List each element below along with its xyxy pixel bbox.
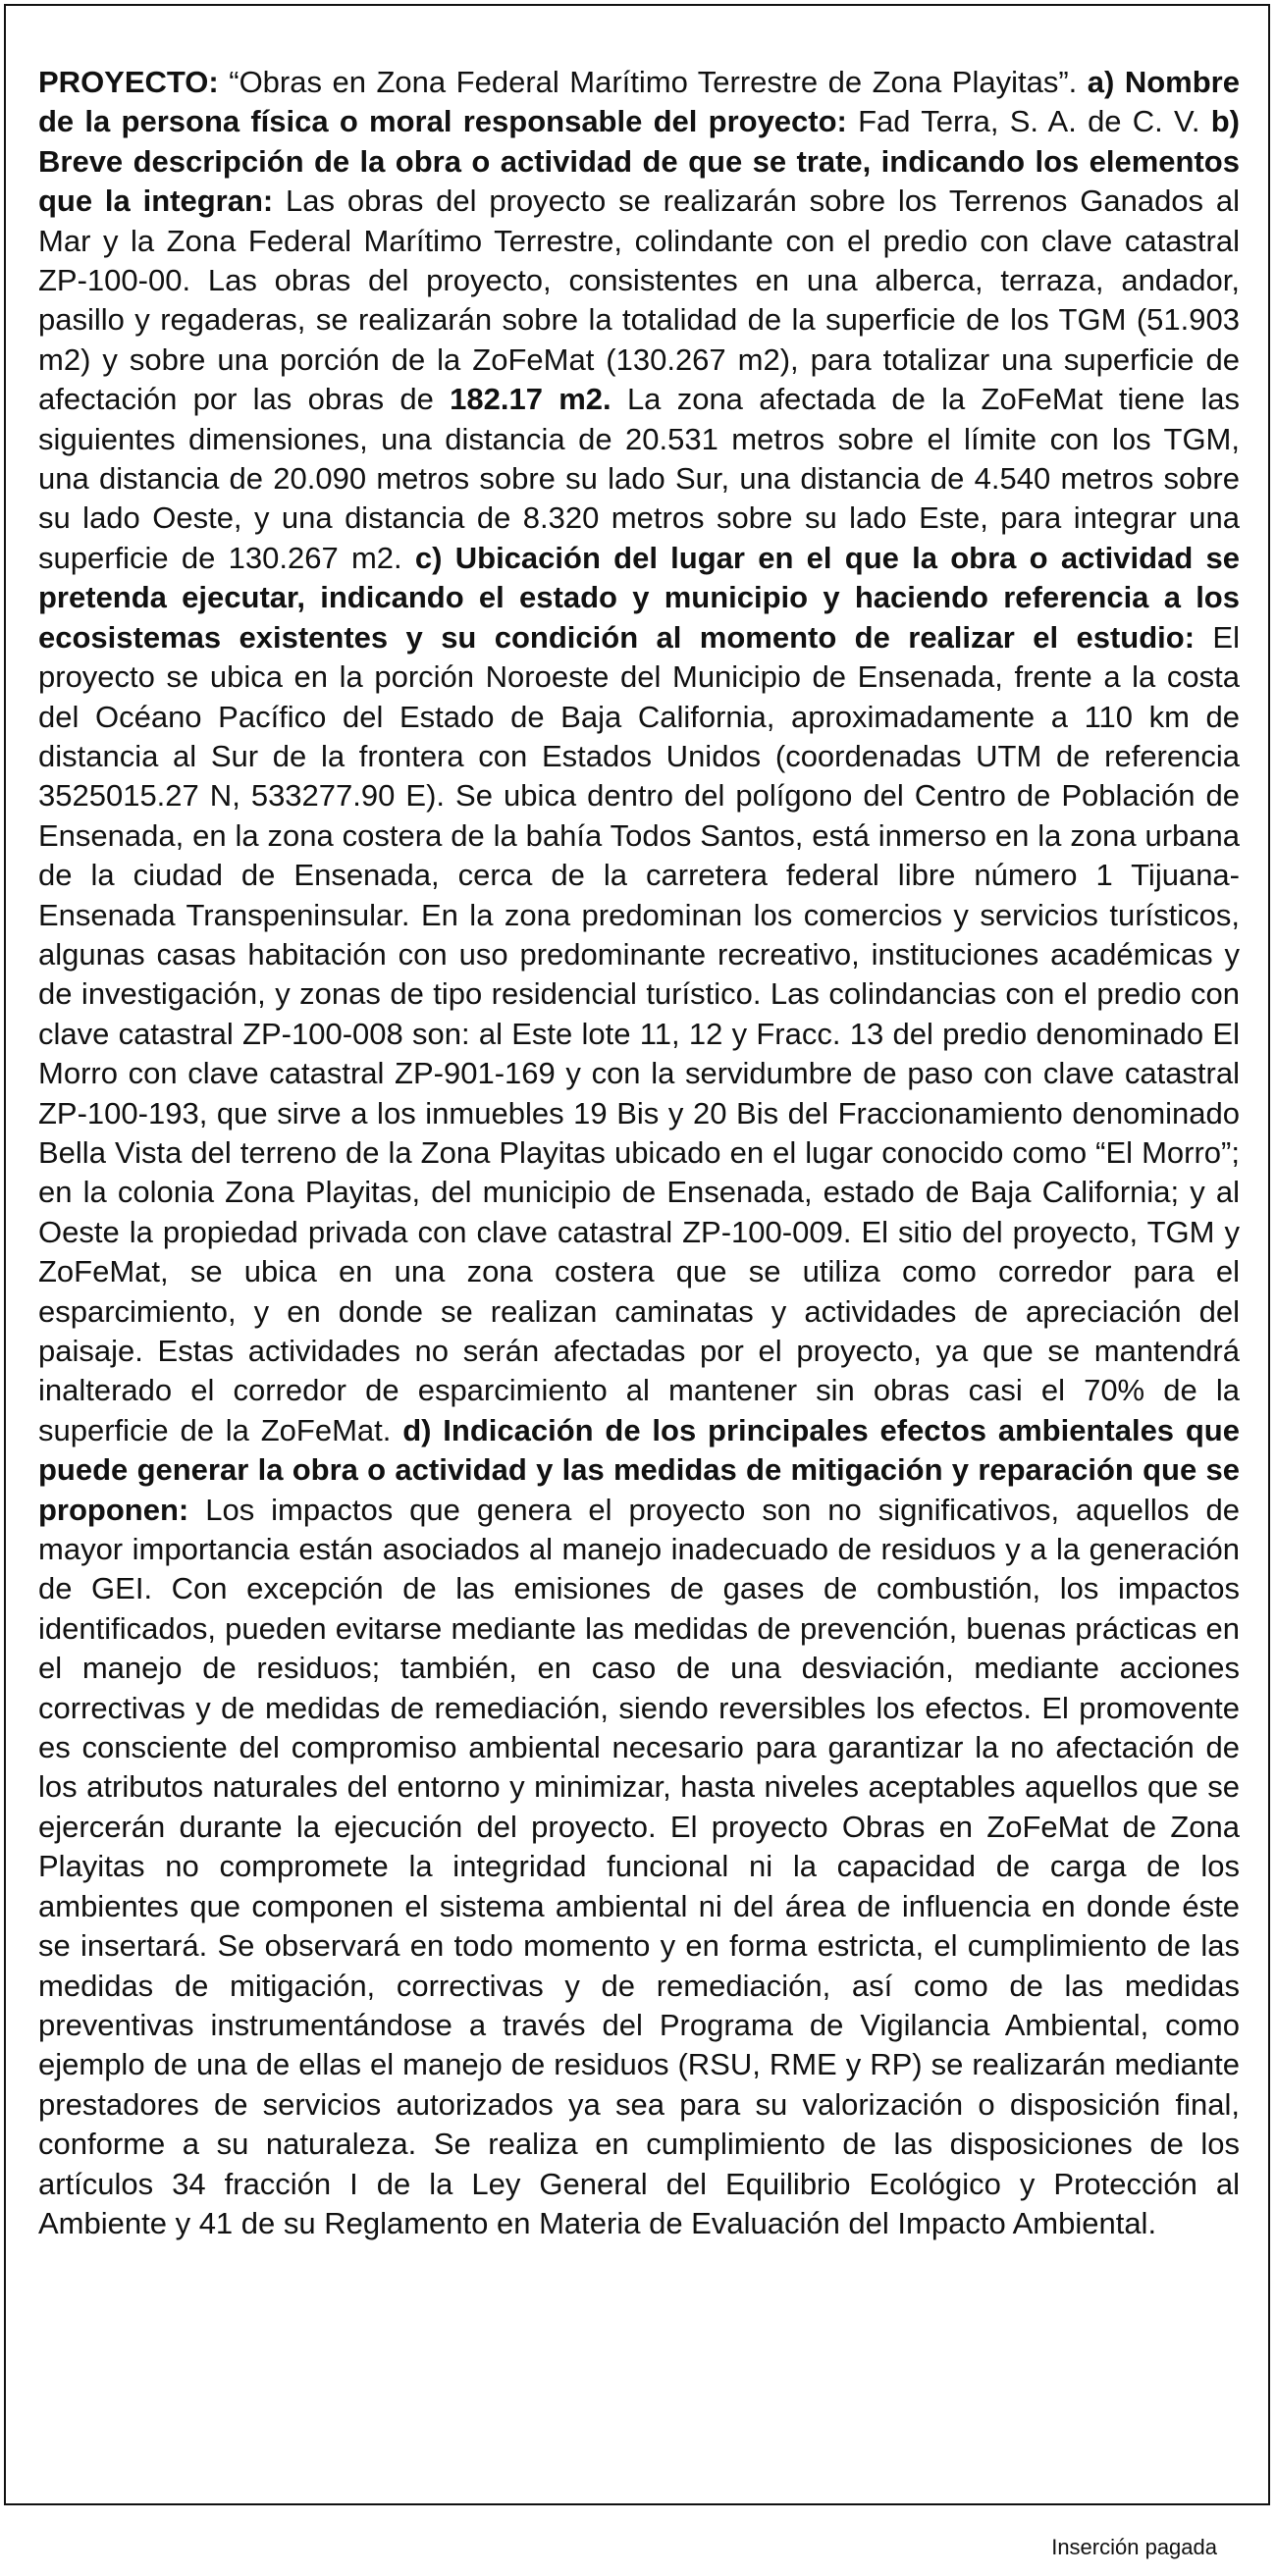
project-label: PROYECTO: bbox=[38, 65, 219, 99]
section-a-heading: a) Nombre de la persona física o moral responsable del proyecto: bbox=[38, 65, 1240, 139]
notice-body bbox=[38, 63, 1240, 2243]
project-title: “Obras en Zona Federal Marítimo Terrestre de Zona Playitas”. bbox=[218, 65, 1088, 99]
section-d-heading: d) Indicación de los principales efectos ambientales que puede generar la obra o actividad y las medidas de mitigación y reparación que se proponen: bbox=[38, 1412, 1240, 1527]
paid-insertion-label: Inserción pagada bbox=[1051, 2535, 1217, 2559]
section-b-text-continued: La zona afectada de la ZoFeMat tiene las siguientes dimensiones, una distancia de 20.531 metros sobre el límite con los TGM, una distancia de 20.090 metros sobre su lado Sur, una distancia de 4.540 metros sobre su lado Oeste, y una distancia de 8.320 metros sobre su lado Este, para integrar una superficie de 130.267 m2. bbox=[38, 382, 1240, 575]
section-d-text: Los impactos que genera el proyecto son no significativos, aquellos de mayor importancia están asociados al manejo inadecuado de residuos y a la generación de GEI. Con excepción de las emisiones de gases de combustión, los impactos identificados, pueden evitarse mediante las medidas de prevención, buenas prácticas en el manejo de residuos; también, en caso de una desviación, mediante acciones correctivas y de medidas de remediación, siendo reversibles los efectos. El promovente es consciente del compromiso ambiental necesario para garantizar la no afectación de los atributos naturales del entorno y minimizar, hasta niveles aceptables aquellos que se ejercerán durante la ejecución del proyecto. El proyecto Obras en ZoFeMat de Zona Playitas no compromete la integridad funcional ni la capacidad de carga de los ambientes que componen el sistema ambiental ni del área de influencia en donde éste se insertará. Se observará en todo momento y en forma estricta, el cumplimiento de las medidas de mitigación, correctivas y de remediación, así como de las medidas preventivas instrumentándose a través del Programa de Vigilancia Ambiental, como ejemplo de una de ellas el manejo de residuos (RSU, RME y RP) se realizarán mediante prestadores de servicios autorizados ya sea para su valorización o disposición final, conforme a su naturaleza. Se realiza en cumplimiento de las disposiciones de los artículos 34 fracción I de la Ley General del Equilibrio Ecológico y Protección al Ambiente y 41 de su Reglamento en Materia de Evaluación del Impacto Ambiental. bbox=[38, 1492, 1240, 2240]
section-c-text: El proyecto se ubica en la porción Noroeste del Municipio de Ensenada, frente a la costa del Océano Pacífico del Estado de Baja California, aproximadamente a 110 km de distancia al Sur de la frontera con Estados Unidos (coordenadas UTM de referencia 3525015.27 N, 533277.90 E). Se ubica dentro del polígono del Centro de Población de Ensenada, en la zona costera de la bahía Todos Santos, está inmerso en la zona urbana de la ciudad de Ensenada, cerca de la carretera federal libre número 1 Tijuana-Ensenada Transpeninsular. En la zona predominan los comercios y servicios turísticos, algunas casas habitación con uso predominante recreativo, instituciones académicas y de investigación, y zonas de tipo residencial turístico. Las colindancias con el predio con clave catastral ZP-100-008 son: al Este lote 11, 12 y Fracc. 13 del predio denominado El Morro con clave catastral ZP-901-169 y con la servidumbre de paso con clave catastral ZP-100-193, que sirve a los inmuebles 19 Bis y 20 Bis del Fraccionamiento denominado Bella Vista del terreno de la Zona Playitas ubicado en el lugar conocido como “El Morro”; en la colonia Zona Playitas, del municipio de Ensenada, estado de Baja California; y al Oeste la propiedad privada con clave catastral ZP-100-009. El sitio del proyecto, TGM y ZoFeMat, se ubica en una zona costera que se utiliza como corredor para el esparcimiento, y en donde se realizan caminatas y actividades de apreciación del paisaje. Estas actividades no serán afectadas por el proyecto, ya que se mantendrá inalterado el corredor de esparcimiento al mantener sin obras casi el 70% de la superficie de la ZoFeMat. bbox=[38, 619, 1240, 1447]
section-b-heading: b) Breve descripción de la obra o actividad de que se trate, indicando los elementos que la integran: bbox=[38, 104, 1240, 219]
section-b-text: Las obras del proyecto se realizarán sobre los Terrenos Ganados al Mar y la Zona Federal Marítimo Terrestre, colindante con el predio con clave catastral ZP-100-00. Las obras del proyecto, consistentes en una alberca, terraza, andador, pasillo y regaderas, se realizarán sobre la totalidad de la superficie de los TGM (51.903 m2) y sobre una porción de la ZoFeMat (130.267 m2), para totalizar una superficie de afectación por las obras de bbox=[38, 184, 1240, 417]
notice-frame bbox=[4, 4, 1270, 2505]
affected-area-value: 182.17 m2. bbox=[450, 382, 611, 417]
section-a-text: Fad Terra, S. A. de C. V. bbox=[846, 104, 1211, 139]
section-c-heading: c) Ubicación del lugar en el que la obra o actividad se pretenda ejecutar, indicando el estado y municipio y haciendo referencia a los ecosistemas existentes y su condición al momento de realizar el estudio: bbox=[38, 540, 1240, 655]
